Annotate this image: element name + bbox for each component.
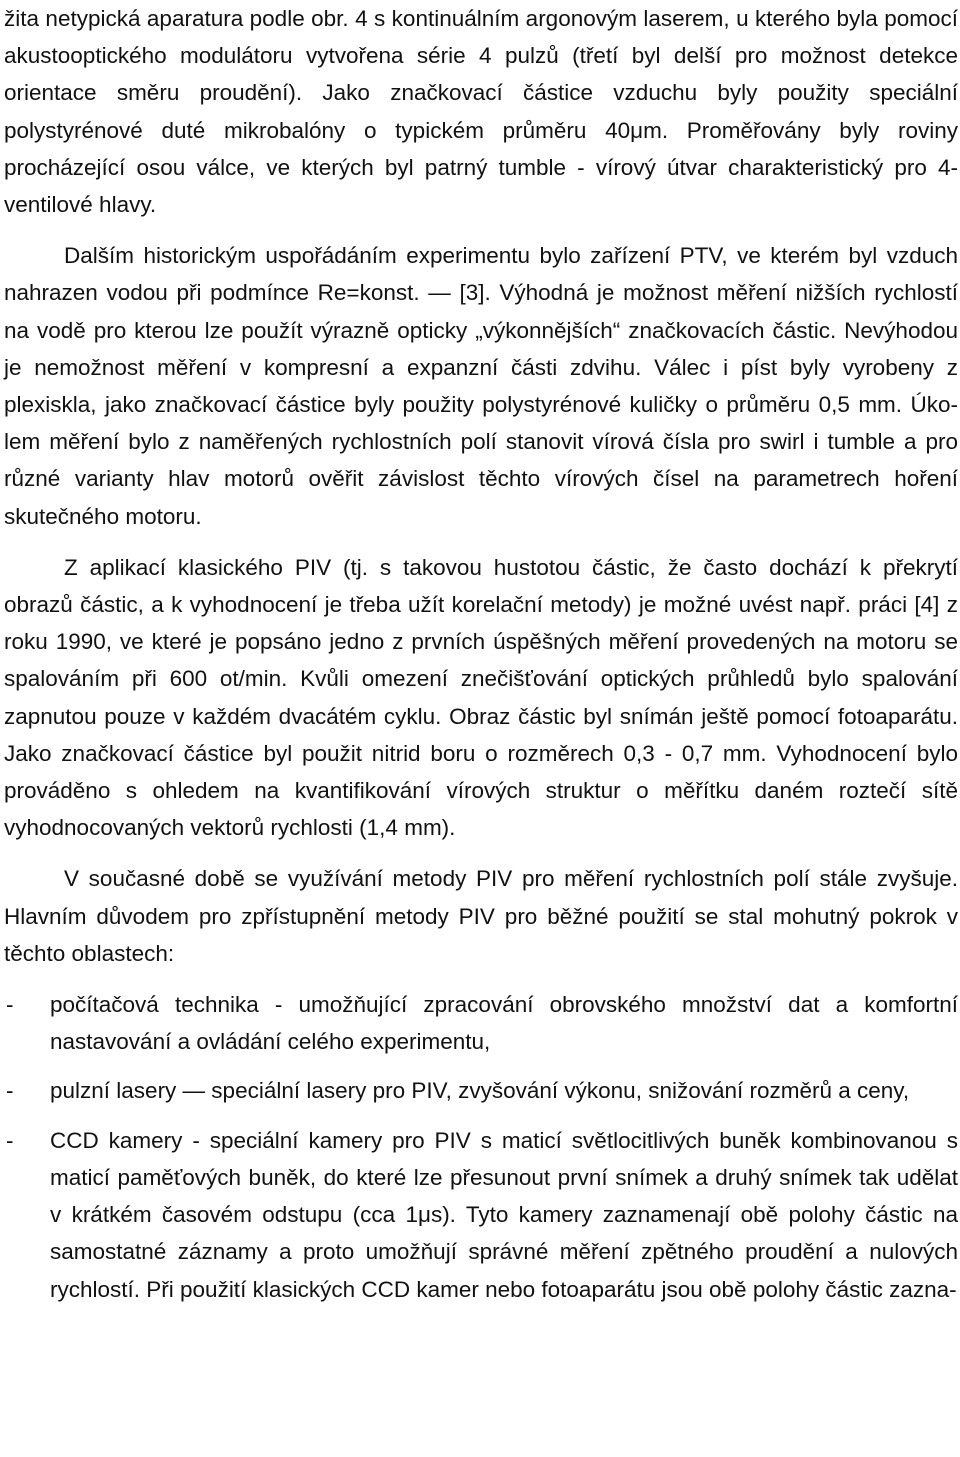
list-dash: -: [6, 1078, 14, 1104]
list-dash: -: [6, 992, 14, 1018]
list-item-text: počítačová technika - umožňující zpracování obrovského množství dat a komfortní nastavování a ovládání celého experimentu,: [50, 992, 958, 1055]
list-gap: [4, 1060, 958, 1072]
paragraph-gap: [4, 972, 958, 986]
list-item-text: pulzní lasery — speciální lasery pro PIV, zvyšování výkonu, snižování rozměrů a ceny,: [50, 1078, 910, 1104]
document-page: [4, 0, 958, 1308]
list-item: [4, 1072, 958, 1109]
list-item-text: CCD kamery - speciální kamery pro PIV s maticí světlocitlivých buněk kombinovanou s maticí paměťových buněk, do které lze přesunout první snímek a druhý snímek tak udělat v krátkém časovém odstupu (cca 1μs). Tyto kamery zaznamenají obě polohy částic na samostatné záznamy a proto umožňují správné měření zpětného proudění a nulových rychlostí. Při použití klasických CCD kamer nebo fotoaparátu jsou obě polohy částic zazna-: [50, 1127, 958, 1302]
paragraph-4: V současné době se využívání metody PIV pro měření rychlostních polí stále zvyšuje. Hlavním důvodem pro zpřístupnění metody PIV pro běžné použití se stal mohutný pokrok v těchto oblastech:: [4, 866, 958, 966]
paragraph-1: žita netypická aparatura podle obr. 4 s kontinuálním argonovým laserem, u kterého byla pomocí akustooptického modulátoru vytvořena série 4 pulzů (třetí byl delší pro možnost detekce orientace směru proudění). Jako značkovací částice vzduchu byly použity speciální polystyrénové duté mikrobalóny o typickém průměru 40μm. Proměřovány byly roviny procházející osou válce, ve kterých byl patrný tumble - vírový útvar charakteristický pro 4-ventilové hlavy.: [4, 6, 958, 218]
paragraph-gap: [4, 846, 958, 860]
bullet-list: [4, 986, 958, 1308]
list-item: [4, 1122, 958, 1308]
list-item: [4, 986, 958, 1060]
paragraph-2: Dalším historickým uspořádáním experimentu bylo zařízení PTV, ve kterém byl vzduch nahrazen vodou při podmínce Re=konst. — [3]. Výhodná je možnost měření nižších rychlostí na vodě pro kterou lze použít výrazně opticky „výkonnějších“ značkovacích částic. Nevýhodou je nemožnost měření v kompresní a expanzní části zdvihu. Válec i píst byly vyrobeny z plexiskla, jako značkovací částice byly použity polystyrénové kuličky o průměru 0,5 mm. Úkolem měření bylo z naměřených rychlostních polí stanovit vírová čísla pro swirl i tumble a pro různé varianty hlav motorů ověřit závislost těchto vírových čísel na parametrech hoření skutečného motoru.: [4, 243, 958, 529]
paragraph-gap: [4, 223, 958, 237]
paragraph-3: Z aplikací klasického PIV (tj. s takovou hustotou částic, že často dochází k překrytí obrazů částic, a k vyhodnocení je třeba užít korelační metody) je možné uvést např. práci [4] z roku 1990, ve které je popsáno jedno z prvních úspěšných měření provedených na motoru se spalováním při 600 ot/min. Kvůli omezení znečišťování optických průhledů bylo spalování zapnutou pouze v každém dvacátém cyklu. Obraz částic byl snímán ještě pomocí fotoaparátu. Jako značkovací částice byl použit nitrid boru o rozměrech 0,3 - 0,7 mm. Vyhodnocení bylo prováděno s ohledem na kvantifikování vírových struktur o měřítku daném roztečí sítě vyhodnocovaných vektorů rychlosti (1,4 mm).: [4, 554, 958, 841]
list-gap: [4, 1110, 958, 1122]
paragraph-gap: [4, 535, 958, 549]
list-dash: -: [6, 1127, 14, 1153]
